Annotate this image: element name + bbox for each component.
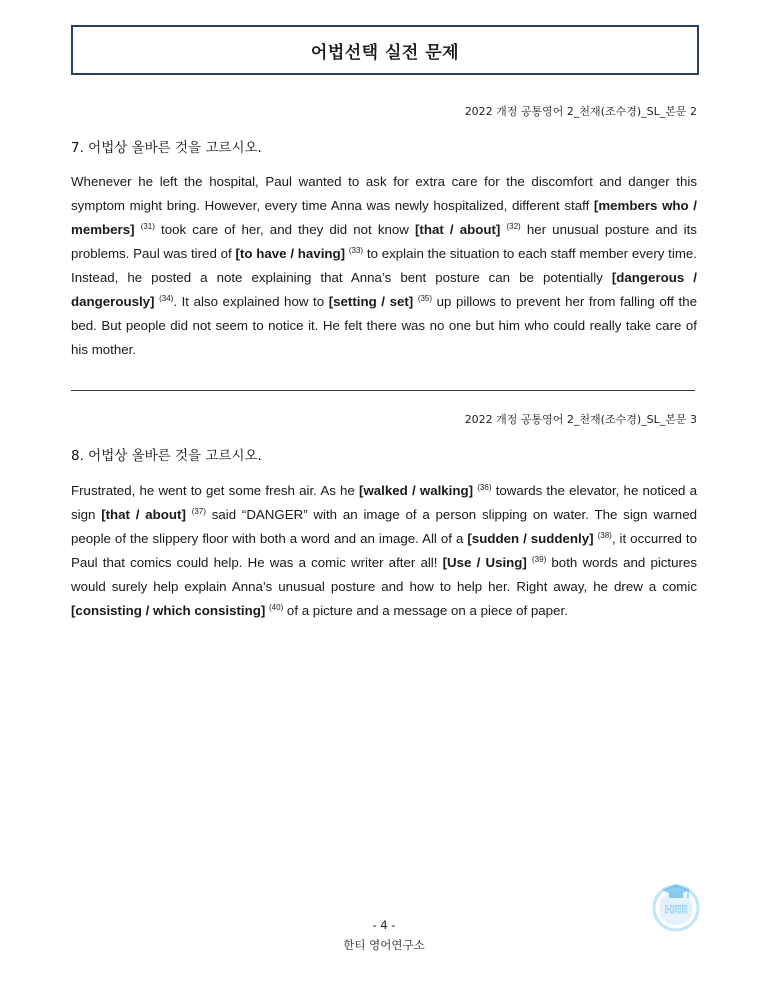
passage-text: Whenever he left the hospital, Paul wanted to ask for extra care for the discomfort and danger this symptom might bring. However, every time Anna was newly hospitalized, different staff [71, 174, 697, 213]
blank-number: (39) [532, 555, 547, 564]
blank-number: (36) [477, 483, 492, 492]
passage-text: her unusual posture and its problems. Paul was tired of [71, 222, 697, 261]
passage-text: both words and pictures would surely help explain Anna’s unusual posture and how to help her. Right away, he drew a comic [71, 555, 697, 594]
passage-2 [71, 479, 697, 623]
grammar-choice: [walked / walking] [359, 483, 474, 498]
source-label-1: 2022 개정 공통영어 2_천재(조수경)_SL_본문 2 [464, 105, 697, 118]
blank-number: (40) [269, 603, 284, 612]
question-7: 7. 어법상 올바른 것을 고르시오. [71, 140, 262, 156]
grammar-choice: [members who / members] [71, 198, 697, 237]
passage-text: , it occurred to Paul that comics could help. He was a comic writer after all! [71, 531, 697, 570]
passage-text: to explain the situation to each staff member every time. Instead, he posted a note explaining that Anna’s bent posture can be potentially [71, 246, 697, 285]
grammar-choice: [consisting / which consisting] [71, 603, 266, 618]
passage-text: of a picture and a message on a piece of paper. [283, 603, 568, 618]
page-number: - 4 - [372, 918, 396, 932]
source-label-2: 2022 개정 공통영어 2_천재(조수경)_SL_본문 3 [464, 413, 697, 426]
grammar-choice: [to have / having] [235, 246, 346, 261]
grammar-choice: [setting / set] [328, 294, 414, 309]
blank-number: (38) [597, 531, 612, 540]
blank-number: (34) [159, 294, 174, 303]
blank-number: (37) [191, 507, 206, 516]
logo-text: HEE [664, 904, 688, 916]
section-divider [71, 390, 695, 391]
blank-number: (33) [348, 246, 364, 255]
passage-text: Frustrated, he went to get some fresh air. As he [71, 483, 360, 498]
passage-text: up pillows to prevent her from falling off the bed. But people did not seem to notice it. He felt there was no one but him who could really take care of his mother. [71, 294, 697, 357]
page-title: 어법선택 실전 문제 [310, 42, 460, 63]
grammar-choice: [that / about] [415, 222, 501, 237]
grammar-choice: [dangerous / dangerously] [71, 270, 697, 309]
passage-1 [71, 170, 697, 362]
blank-number: (32) [506, 222, 521, 231]
page-title-box [71, 25, 699, 75]
footer-organization: 한티 영어연구소 [343, 938, 425, 952]
grammar-choice: [Use / Using] [442, 555, 527, 570]
passage-text: took care of her, and they did not know [154, 222, 415, 237]
grammar-choice: [sudden / suddenly] [467, 531, 594, 546]
blank-number: (31) [140, 222, 155, 231]
grammar-choice: [that / about] [101, 507, 186, 522]
question-8: 8. 어법상 올바른 것을 고르시오. [71, 448, 262, 464]
passage-text: said “DANGER” with an image of a person slipping on water. The sign warned people of the slippery floor with both a word and an image. All of a [71, 507, 697, 546]
passage-text: towards the elevator, he noticed a sign [71, 483, 697, 522]
passage-text: . It also explained how to [173, 294, 329, 309]
blank-number: (35) [417, 294, 433, 303]
